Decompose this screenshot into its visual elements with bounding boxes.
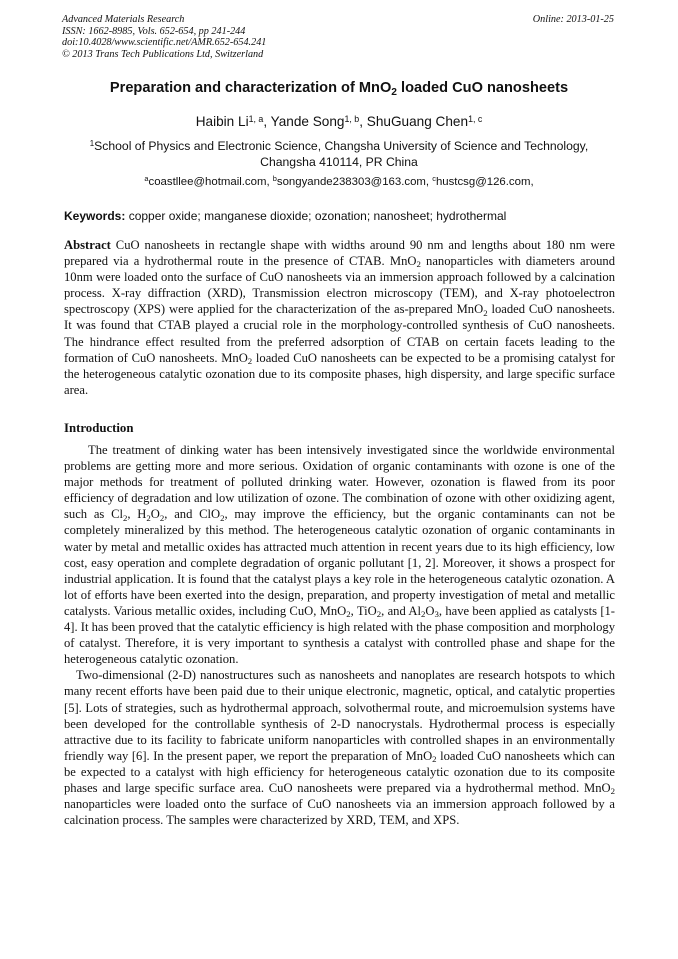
paragraph: Two-dimensional (2-D) nanostructures such as nanosheets and nanoplates are research hotspots to which many recent efforts have been paid due to their unique electronic, magnetic, optical, and catalytic properties [5]. Lots of strategies, such as hydrothermal approach, solvothermal route, and microemulsion systems have been developed for the controllable synthesis of 2-D nanocrystals. Hydrothermal process is especially attractive due to its facility to fabricate uniform nanoparticles with controlled shapes in an environmentally friendly way [6]. In the present paper, we report the preparation of MnO$_2$ loaded CuO nanosheets which can be expected to a catalyst with high efficiency for heterogeneous catalytic ozonation due to its composite phases and large specific surface area. CuO nanosheets were prepared via a hydrothermal method. MnO$_2$ nanoparticles were loaded onto the surface of CuO nanosheets via an immersion approach followed by a calcination process. The samples were characterized by XRD, TEM, and XPS. — [64, 668, 615, 828]
doi-line: doi:10.4028/www.scientific.net/AMR.652-654.241 — [62, 37, 267, 49]
author-name: Haibin Li — [195, 114, 249, 129]
keywords: Keywords: copper oxide; manganese dioxide; ozonation; nanosheet; hydrothermal — [64, 209, 507, 223]
email-link: coastllee@hotmail.com, — [148, 176, 273, 188]
keywords-label: Keywords: — [64, 209, 126, 223]
abstract: Abstract CuO nanosheets in rectangle shape with widths around 90 nm and lengths about 180 nm were prepared via a hydrothermal route in the presence of CTAB. MnO$_2$ nanoparticles with diameters around 10nm were loaded onto the surface of CuO nanosheets via an immersion approach followed by a calcination process. X-ray diffraction (XRD), Transmission electron microscopy (TEM), and X-ray photoelectron spectroscopy (XPS) were applied for the characterization of the as-prepared MnO$_2$ loaded CuO nanosheets. It was found that CTAB played a crucial role in the morphology-controlled synthesis of CuO nanosheets. The hindrance effect resulted from the preferred adsorption of CTAB on certain facets leading to the formation of CuO nanosheets. MnO$_2$ loaded CuO nanosheets can be expected to be a promising catalyst for the heterogeneous catalytic ozonation due to its composite phases, high dispersity, and large specific surface area. — [64, 238, 616, 397]
copyright-line: © 2013 Trans Tech Publications Ltd, Switzerland — [62, 48, 264, 60]
email-link: hustcsg@126.com, — [435, 176, 534, 188]
online-date: Online: 2013-01-25 — [532, 14, 614, 25]
author-emails: $^a$coastllee@hotmail.com, $^b$songyande238303@163.com, $^c$hustcsg@126.com, — [144, 174, 534, 188]
introduction-body — [64, 442, 615, 828]
email-link: songyande238303@163.com, — [276, 176, 433, 188]
affiliation: $^1$School of Physics and Electronic Science, Changsha University of Science and Technology, Changsha 410114, PR China — [89, 139, 589, 170]
abstract-label: Abstract — [64, 238, 111, 252]
journal-header — [62, 14, 266, 60]
author-name: Yande Song — [270, 114, 345, 129]
author-list: Haibin Li$^{1, a}$, Yande Song$^{1, b}$, ShuGuang Chen$^{1, c}$ — [195, 113, 483, 129]
paragraph: The treatment of dinking water has been intensively investigated since the worldwide environmental problems are getting more and more serious. Oxidation of organic contaminants with ozone is one of the major methods for treatment of polluted drinking water. However, ozonation is flawed from its poor efficiency of degradation and low utilization of ozone. The combination of ozone with other oxidizing agent, such as $Cl_2$, $H_2O_2$, and ClO$_2$, may improve the efficiency, but the organic contaminants can not be completely mineralized by this method. The heterogeneous catalytic ozonation of organic contaminants in water by metal and metallic oxides has attracted much attention in recent years due to its high efficiency, low cost, easy operation and complete degradation of organic pollutant [1, 2]. Moreover, it shows a prospect for industrial application. It is found that the catalyst plays a key role in the heterogeneous catalytic ozonation. A lot of efforts have been exerted into the design, preparation, and property investigation of metal and metallic catalysts. Various metallic oxides, including CuO, MnO$_2$, TiO$_2$, and $Al_2O_3$, have been applied as catalysts [1-4]. It has been proved that the catalytic efficiency is high related with the phase composition and morphology of catalyst. Therefore, it is very important to synthesis a catalyst with controlled phase and shape for the heterogeneous catalytic ozonation. — [64, 443, 616, 667]
issn-line: ISSN: 1662-8985, Vols. 652-654, pp 241-244 — [62, 25, 246, 37]
author-name: ShuGuang Chen — [366, 114, 469, 129]
paper-title: Preparation and characterization of MnO$_2$ loaded CuO nanosheets — [109, 80, 569, 98]
journal-name: Advanced Materials Research — [62, 14, 185, 25]
section-heading-introduction: Introduction — [64, 421, 134, 435]
